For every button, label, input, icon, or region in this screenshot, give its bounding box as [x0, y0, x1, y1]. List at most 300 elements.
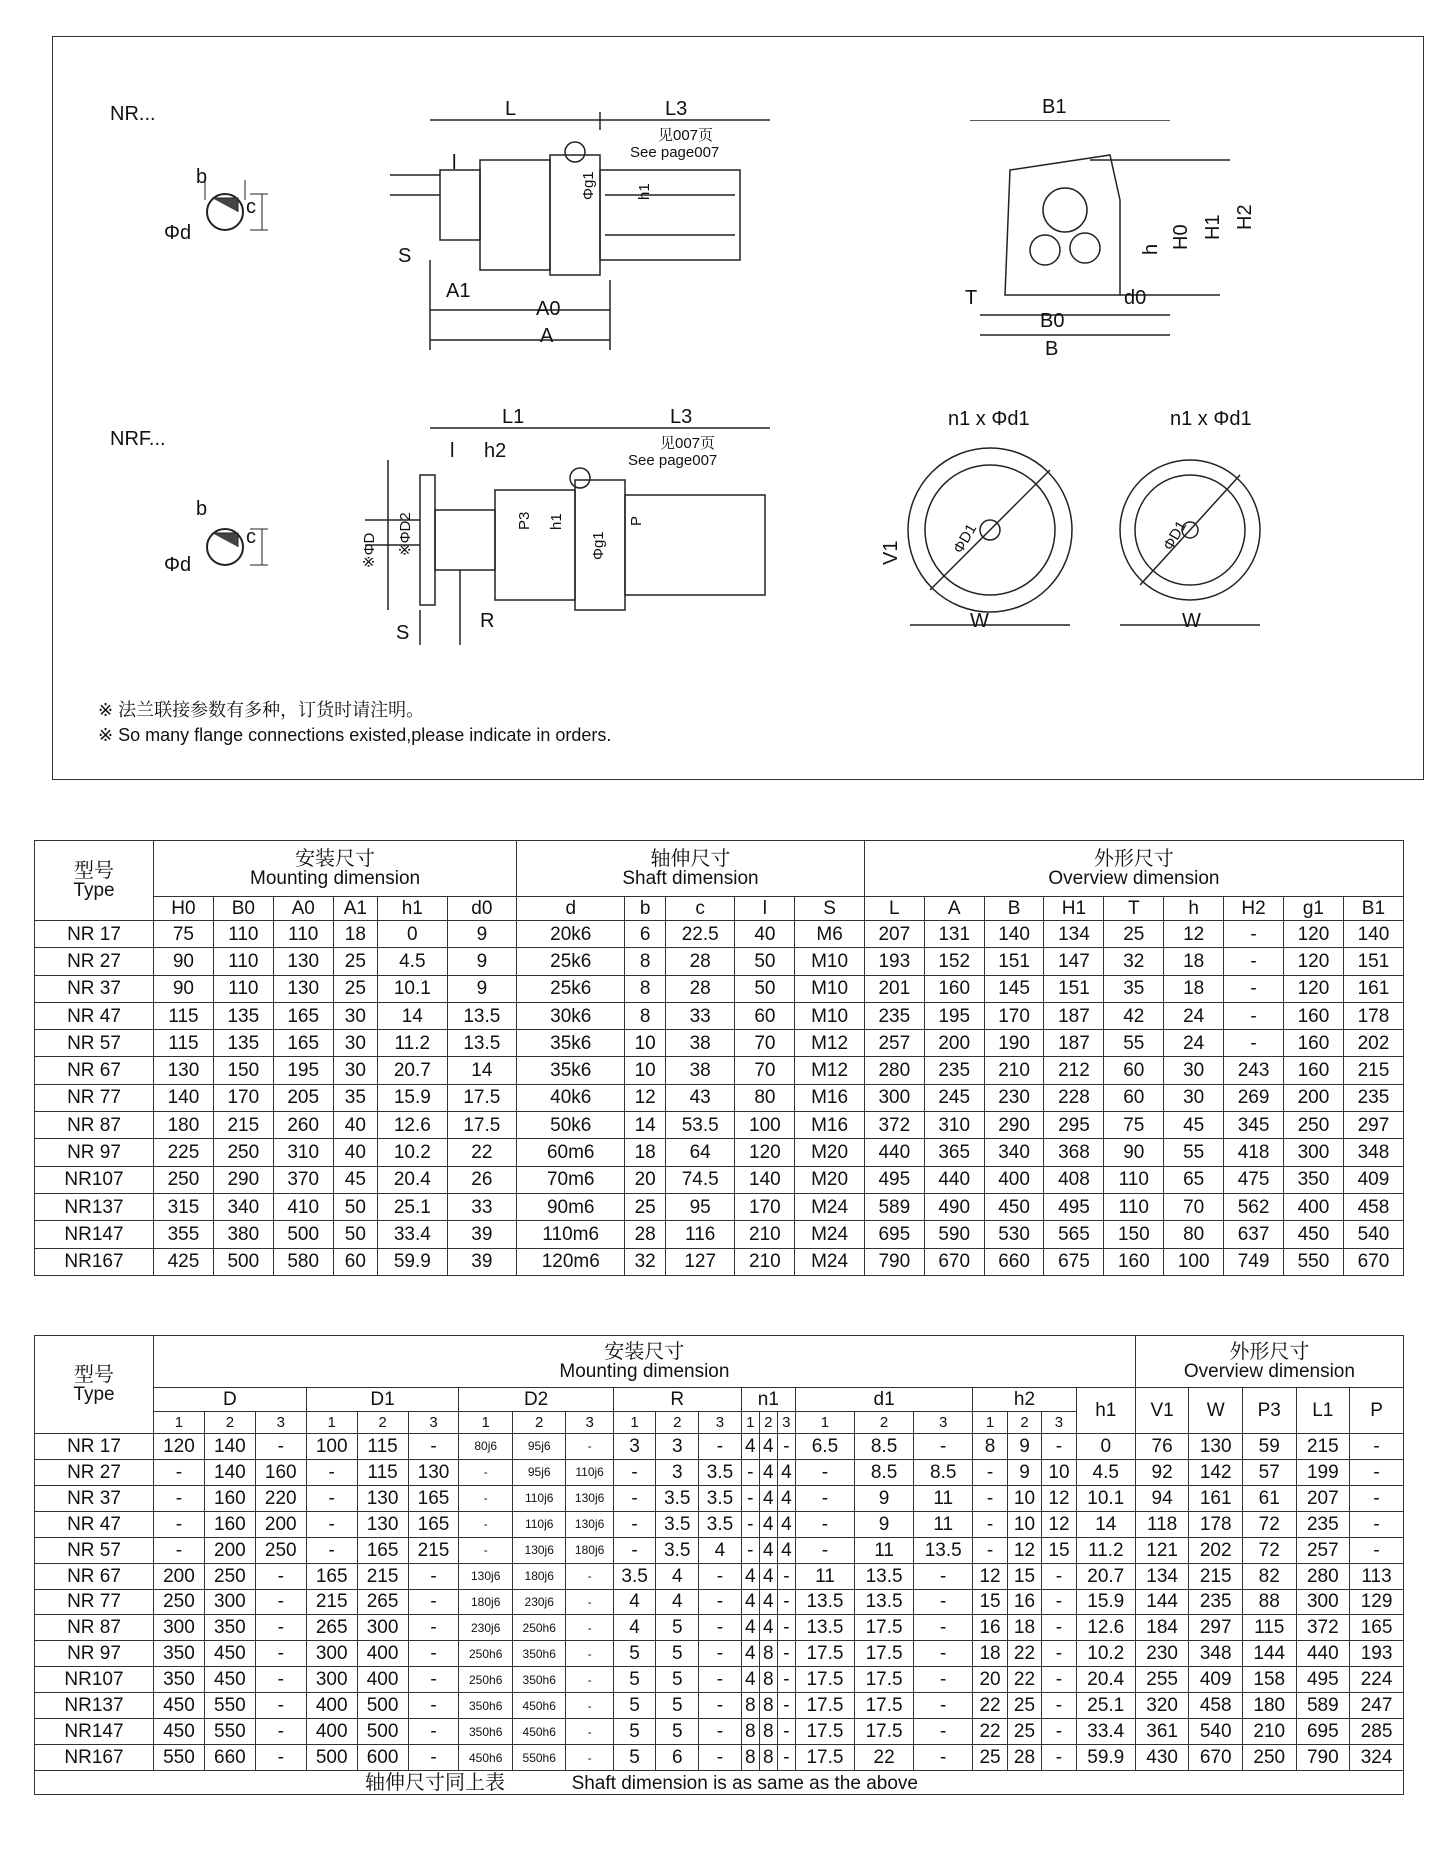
table-cell: - — [795, 1537, 854, 1563]
table-row — [35, 975, 1404, 1002]
table-cell: 70m6 — [517, 1166, 625, 1193]
table-cell: 120 — [1283, 921, 1343, 948]
table-body-2 — [35, 1434, 1404, 1771]
dim-h: h — [1140, 243, 1162, 255]
table-cell: 350 — [204, 1615, 255, 1641]
table-cell: 40 — [333, 1139, 377, 1166]
table-cell: 45 — [333, 1166, 377, 1193]
table-cell: - — [914, 1615, 973, 1641]
table-cell: 35k6 — [517, 1030, 625, 1057]
table-cell: 17.5 — [447, 1084, 517, 1111]
table-cell: - — [408, 1563, 459, 1589]
column-header-row — [35, 897, 1404, 921]
table-cell: 151 — [1044, 975, 1104, 1002]
table-cell: - — [1224, 1002, 1284, 1029]
column-header: h1 — [378, 897, 448, 921]
table-cell: 151 — [1343, 948, 1403, 975]
table-cell: 4 — [759, 1563, 777, 1589]
single-header: V1 — [1135, 1388, 1189, 1434]
table-cell: 140 — [204, 1459, 255, 1485]
table-cell: 100 — [1164, 1248, 1224, 1275]
table-cell: 193 — [1350, 1641, 1404, 1667]
table-cell: 8 — [759, 1719, 777, 1745]
table-cell: 180j6 — [566, 1537, 613, 1563]
table-cell: 3.5 — [613, 1563, 656, 1589]
table-cell: 450 — [984, 1193, 1044, 1220]
row-type-cell: NR 97 — [35, 1641, 154, 1667]
table-cell: 115 — [1242, 1615, 1296, 1641]
table-cell: 250 — [1283, 1112, 1343, 1139]
table-cell: - — [699, 1615, 742, 1641]
table-cell: 210 — [984, 1057, 1044, 1084]
table-cell: 160 — [924, 975, 984, 1002]
table-cell: 50 — [735, 975, 795, 1002]
table-row — [35, 948, 1404, 975]
table-cell: 13.5 — [447, 1030, 517, 1057]
table-cell: 22.5 — [665, 921, 735, 948]
table-cell: 60 — [333, 1248, 377, 1275]
table-body — [35, 921, 1404, 1276]
table-cell: 540 — [1343, 1221, 1403, 1248]
table-row — [35, 1084, 1404, 1111]
table-row — [35, 1193, 1404, 1220]
table-cell: 160 — [255, 1459, 306, 1485]
table-cell: 74.5 — [665, 1166, 735, 1193]
table-cell: 65 — [1164, 1166, 1224, 1193]
table-cell: 265 — [306, 1615, 357, 1641]
table-cell: 660 — [204, 1745, 255, 1771]
table-cell: 160 — [1283, 1030, 1343, 1057]
table-cell: - — [699, 1667, 742, 1693]
table-cell: 20.7 — [378, 1057, 448, 1084]
type-header-2: 型号 Type — [35, 1336, 154, 1434]
table-cell: 660 — [984, 1248, 1044, 1275]
table-cell: 25.1 — [378, 1193, 448, 1220]
single-header: L1 — [1296, 1388, 1350, 1434]
table-cell: 110 — [213, 948, 273, 975]
table-cell: - — [566, 1434, 613, 1460]
table-cell: 160 — [204, 1485, 255, 1511]
table-cell: 450 — [204, 1641, 255, 1667]
table-cell: 110 — [273, 921, 333, 948]
table-cell: 215 — [1296, 1434, 1350, 1460]
table-cell: 130 — [273, 975, 333, 1002]
table-cell: 131 — [924, 921, 984, 948]
flange-V1: V1 — [880, 540, 902, 565]
flange-n1d1-b: n1 x Φd1 — [1170, 408, 1252, 430]
dim-g1: Φg1 — [580, 171, 597, 200]
subcolumn-header: 2 — [512, 1412, 566, 1434]
table-cell: - — [1224, 975, 1284, 1002]
table-cell: 70 — [1164, 1193, 1224, 1220]
table-cell: 247 — [1350, 1693, 1404, 1719]
table-cell: 3.5 — [699, 1511, 742, 1537]
table-cell: 340 — [984, 1139, 1044, 1166]
table-cell: 280 — [864, 1057, 924, 1084]
dim-A0: A0 — [536, 298, 561, 320]
table-cell: - — [566, 1719, 613, 1745]
row-type-cell: NR167 — [35, 1745, 154, 1771]
table-cell: 22 — [1007, 1641, 1041, 1667]
table-cell: 17.5 — [855, 1693, 914, 1719]
table-cell: M10 — [795, 1002, 865, 1029]
table-cell: 30 — [333, 1057, 377, 1084]
table-cell: - — [1042, 1745, 1076, 1771]
table-cell: M24 — [795, 1221, 865, 1248]
table-cell: 57 — [1242, 1459, 1296, 1485]
row-type-cell: NR 67 — [35, 1563, 154, 1589]
table-cell: - — [459, 1459, 513, 1485]
table-cell: 409 — [1343, 1166, 1403, 1193]
table-cell: 140 — [984, 921, 1044, 948]
table-cell: - — [255, 1641, 306, 1667]
column-header: B — [984, 897, 1044, 921]
nrf-label: NRF... — [110, 428, 166, 450]
table-cell: 440 — [924, 1166, 984, 1193]
see-page-en-nrf: See page007 — [628, 452, 718, 469]
table-cell: 35k6 — [517, 1057, 625, 1084]
table-cell: 8 — [759, 1641, 777, 1667]
table-cell: 110 — [213, 921, 273, 948]
table-cell: 110 — [1104, 1193, 1164, 1220]
table-cell: 33 — [665, 1002, 735, 1029]
table-cell: - — [914, 1667, 973, 1693]
table-cell: 11.2 — [378, 1030, 448, 1057]
see-page-cn: 见007页 — [658, 127, 714, 144]
table-cell: 144 — [1135, 1589, 1189, 1615]
table-row — [35, 1030, 1404, 1057]
table-cell: 297 — [1343, 1112, 1403, 1139]
column-header: l — [735, 897, 795, 921]
table-cell: 33.4 — [1076, 1719, 1135, 1745]
dimension-table-nrf — [34, 1335, 1404, 1795]
table-cell: M6 — [795, 921, 865, 948]
subcolumn-header: 1 — [973, 1412, 1007, 1434]
table-cell: 250 — [204, 1563, 255, 1589]
table-cell: 562 — [1224, 1193, 1284, 1220]
table-row — [35, 1511, 1404, 1537]
row-type-cell: NR 17 — [35, 1434, 154, 1460]
table-cell: - — [777, 1641, 795, 1667]
table-cell: 215 — [357, 1563, 408, 1589]
group-header: D — [154, 1388, 307, 1412]
group-header: d1 — [795, 1388, 972, 1412]
table-cell: 3 — [656, 1434, 699, 1460]
table-cell: - — [255, 1563, 306, 1589]
table-cell: 695 — [864, 1221, 924, 1248]
dim-D: ※ΦD — [361, 532, 378, 568]
table-cell: - — [795, 1485, 854, 1511]
table-cell: 245 — [924, 1084, 984, 1111]
table-cell: 3 — [656, 1459, 699, 1485]
table-cell: 450h6 — [512, 1693, 566, 1719]
table-cell: 17.5 — [795, 1719, 854, 1745]
table-cell: - — [973, 1511, 1007, 1537]
table-cell: - — [1042, 1693, 1076, 1719]
table-cell: 300 — [1296, 1589, 1350, 1615]
column-header: h — [1164, 897, 1224, 921]
table-cell: M10 — [795, 948, 865, 975]
table-cell: 15 — [973, 1589, 1007, 1615]
table-cell: - — [1224, 948, 1284, 975]
table-cell: 33.4 — [378, 1221, 448, 1248]
table-cell: - — [306, 1511, 357, 1537]
table-cell: 38 — [665, 1057, 735, 1084]
table-cell: - — [1042, 1667, 1076, 1693]
table-cell: 88 — [1242, 1589, 1296, 1615]
table-cell: - — [795, 1511, 854, 1537]
dim-B: B — [1045, 338, 1059, 360]
table-cell: 35 — [333, 1084, 377, 1111]
table-row — [35, 1615, 1404, 1641]
table-cell: 205 — [273, 1084, 333, 1111]
subcolumn-header: 2 — [855, 1412, 914, 1434]
table-cell: 20k6 — [517, 921, 625, 948]
table-cell: 550h6 — [512, 1745, 566, 1771]
table-cell: 55 — [1104, 1030, 1164, 1057]
table-cell: 550 — [1283, 1248, 1343, 1275]
table-cell: - — [566, 1641, 613, 1667]
table-row — [35, 1485, 1404, 1511]
table-row — [35, 1434, 1404, 1460]
table-cell: 5 — [613, 1667, 656, 1693]
table-cell: 60 — [1104, 1084, 1164, 1111]
table-cell: - — [154, 1511, 205, 1537]
table-cell: - — [566, 1589, 613, 1615]
table-cell: 410 — [273, 1193, 333, 1220]
table-cell: 170 — [984, 1002, 1044, 1029]
table-cell: 235 — [1189, 1589, 1243, 1615]
subcolumn-header: 2 — [1007, 1412, 1041, 1434]
table-cell: 30 — [333, 1002, 377, 1029]
subcolumn-header: 3 — [255, 1412, 306, 1434]
table-cell: 4 — [759, 1459, 777, 1485]
table-cell: 130j6 — [459, 1563, 513, 1589]
table-cell: 144 — [1242, 1641, 1296, 1667]
table-cell: - — [459, 1537, 513, 1563]
table-cell: 228 — [1044, 1084, 1104, 1111]
table-cell: 140 — [735, 1166, 795, 1193]
table-cell: - — [1350, 1511, 1404, 1537]
table-cell: 22 — [447, 1139, 517, 1166]
table-cell: 4 — [759, 1589, 777, 1615]
table-cell: 3.5 — [656, 1537, 699, 1563]
table-cell: 170 — [213, 1084, 273, 1111]
key-d-label: Φd — [164, 222, 192, 244]
table-cell: 13.5 — [914, 1537, 973, 1563]
table-cell: - — [408, 1434, 459, 1460]
table-cell: 224 — [1350, 1667, 1404, 1693]
table-row — [35, 1248, 1404, 1275]
table-cell: 3.5 — [699, 1485, 742, 1511]
table-cell: 670 — [1189, 1745, 1243, 1771]
table-cell: 235 — [1343, 1084, 1403, 1111]
table-cell: 418 — [1224, 1139, 1284, 1166]
table-cell: 16 — [1007, 1589, 1041, 1615]
table-row — [35, 1537, 1404, 1563]
table-cell: - — [1042, 1434, 1076, 1460]
table-cell: 4 — [741, 1563, 759, 1589]
table-cell: 589 — [1296, 1693, 1350, 1719]
table-cell: 260 — [273, 1112, 333, 1139]
row-type-cell: NR 57 — [35, 1537, 154, 1563]
table-cell: 12 — [1164, 921, 1224, 948]
table-cell: 14 — [378, 1002, 448, 1029]
table-cell: 170 — [735, 1193, 795, 1220]
subcolumn-header: 1 — [741, 1412, 759, 1434]
table-cell: 235 — [864, 1002, 924, 1029]
group-header: D1 — [306, 1388, 459, 1412]
table-cell: - — [1042, 1719, 1076, 1745]
table-cell: - — [459, 1511, 513, 1537]
table-cell: 115 — [357, 1434, 408, 1460]
table-cell: M20 — [795, 1139, 865, 1166]
table-cell: 30k6 — [517, 1002, 625, 1029]
table-cell: - — [1350, 1434, 1404, 1460]
table-cell: 440 — [864, 1139, 924, 1166]
table-cell: 380 — [213, 1221, 273, 1248]
table-cell: 8.5 — [855, 1459, 914, 1485]
group-header: h2 — [973, 1388, 1076, 1412]
table-cell: 9 — [855, 1485, 914, 1511]
table-cell: 14 — [1076, 1511, 1135, 1537]
table-cell: 25 — [333, 975, 377, 1002]
table-cell: M16 — [795, 1112, 865, 1139]
table-cell: - — [777, 1719, 795, 1745]
table-cell: 600 — [357, 1745, 408, 1771]
table-cell: - — [255, 1434, 306, 1460]
table-cell: 9 — [447, 975, 517, 1002]
table-cell: 4 — [759, 1511, 777, 1537]
table-cell: 290 — [984, 1112, 1044, 1139]
column-header: d0 — [447, 897, 517, 921]
table-cell: 18 — [1164, 948, 1224, 975]
table-cell: 5 — [656, 1641, 699, 1667]
dim-R: R — [480, 610, 495, 632]
table-cell: 450 — [1283, 1221, 1343, 1248]
row-type-cell: NR 27 — [35, 1459, 154, 1485]
table-cell: 530 — [984, 1221, 1044, 1248]
table-cell: M10 — [795, 975, 865, 1002]
dim-P: P — [628, 515, 645, 526]
subcolumn-header: 1 — [306, 1412, 357, 1434]
table-cell: - — [408, 1667, 459, 1693]
table-cell: 4 — [759, 1537, 777, 1563]
table-row — [35, 1641, 1404, 1667]
table-cell: 30 — [1164, 1057, 1224, 1084]
table-cell: 16 — [973, 1615, 1007, 1641]
table-cell: 400 — [1283, 1193, 1343, 1220]
type-header: 型号 Type — [35, 841, 154, 921]
table-cell: 269 — [1224, 1084, 1284, 1111]
table-cell: 4 — [759, 1434, 777, 1460]
table-cell: M24 — [795, 1193, 865, 1220]
dim-P3: P3 — [516, 511, 533, 530]
table-cell: 184 — [1135, 1615, 1189, 1641]
table-cell: 75 — [154, 921, 214, 948]
table-cell: 10.2 — [1076, 1641, 1135, 1667]
table-cell: 670 — [924, 1248, 984, 1275]
table-cell: 200 — [1283, 1084, 1343, 1111]
table-cell: 8 — [759, 1693, 777, 1719]
table-cell: - — [306, 1459, 357, 1485]
table-cell: 59.9 — [378, 1248, 448, 1275]
group-header: D2 — [459, 1388, 613, 1412]
table-cell: 18 — [333, 921, 377, 948]
table-cell: - — [914, 1719, 973, 1745]
table-cell: 110j6 — [512, 1485, 566, 1511]
table-cell: - — [699, 1719, 742, 1745]
table-cell: 72 — [1242, 1537, 1296, 1563]
table-cell: - — [154, 1459, 205, 1485]
table-cell: - — [1224, 921, 1284, 948]
table-cell: 120 — [154, 1434, 205, 1460]
table-cell: 140 — [204, 1434, 255, 1460]
subcolumn-header: 3 — [566, 1412, 613, 1434]
table-cell: 120 — [735, 1139, 795, 1166]
table-cell: 76 — [1135, 1434, 1189, 1460]
table-cell: 30 — [1164, 1084, 1224, 1111]
table-cell: 140 — [154, 1084, 214, 1111]
table-cell: 300 — [357, 1615, 408, 1641]
table-cell: - — [255, 1719, 306, 1745]
dim-S: S — [398, 245, 412, 267]
table-cell: 408 — [1044, 1166, 1104, 1193]
table-cell: 20.4 — [378, 1166, 448, 1193]
table-cell: 340 — [213, 1193, 273, 1220]
table-cell: 324 — [1350, 1745, 1404, 1771]
note-en: ※ So many flange connections existed,please indicate in orders. — [98, 725, 612, 745]
table-cell: 5 — [656, 1667, 699, 1693]
table-cell: 158 — [1242, 1667, 1296, 1693]
table-cell: 207 — [864, 921, 924, 948]
table-cell: 372 — [1296, 1615, 1350, 1641]
table-cell: 210 — [735, 1248, 795, 1275]
table-cell: 11.2 — [1076, 1537, 1135, 1563]
table-cell: 6 — [625, 921, 666, 948]
table-cell: - — [777, 1434, 795, 1460]
table-cell: 118 — [1135, 1511, 1189, 1537]
table-cell: 130j6 — [512, 1537, 566, 1563]
table-cell: 0 — [378, 921, 448, 948]
table-cell: - — [777, 1667, 795, 1693]
table-cell: 8 — [741, 1719, 759, 1745]
table-cell: 9 — [855, 1511, 914, 1537]
table-cell: - — [741, 1485, 759, 1511]
table-cell: 33 — [447, 1193, 517, 1220]
table-cell: 12 — [973, 1563, 1007, 1589]
table-cell: 25 — [625, 1193, 666, 1220]
table-cell: 295 — [1044, 1112, 1104, 1139]
table-cell: - — [255, 1693, 306, 1719]
table-row — [35, 1057, 1404, 1084]
table-cell: 637 — [1224, 1221, 1284, 1248]
table-cell: - — [613, 1537, 656, 1563]
table-cell: 110m6 — [517, 1221, 625, 1248]
table-cell: 8 — [741, 1693, 759, 1719]
table-cell: 0 — [1076, 1434, 1135, 1460]
table-cell: - — [741, 1459, 759, 1485]
table-cell: - — [1350, 1485, 1404, 1511]
table-cell: 235 — [1296, 1511, 1350, 1537]
table-cell: 92 — [1135, 1459, 1189, 1485]
table-cell: - — [255, 1589, 306, 1615]
table-cell: 207 — [1296, 1485, 1350, 1511]
table-cell: 113 — [1350, 1563, 1404, 1589]
key-d-label-2: Φd — [164, 554, 192, 576]
table-cell: 180j6 — [512, 1563, 566, 1589]
dim-B0: B0 — [1040, 310, 1065, 332]
